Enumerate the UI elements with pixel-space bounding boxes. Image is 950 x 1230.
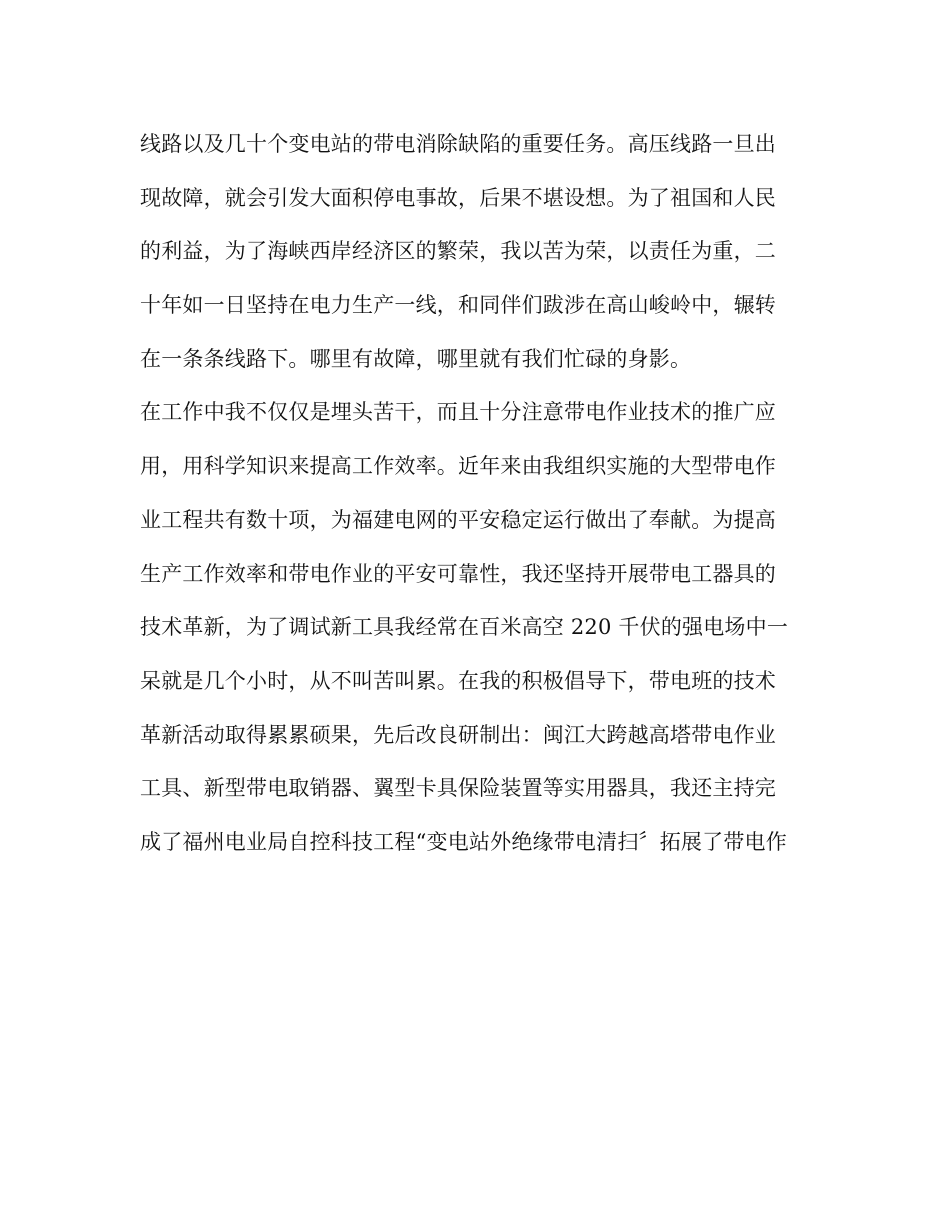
text-line-5: 在一条条线路下。哪里有故障，哪里就有我们忙碌的身影。 bbox=[140, 346, 692, 371]
text-line-12: 革新活动取得累累硕果，先后改良研制出：闽江大跨越高塔带电作业 bbox=[140, 722, 776, 747]
text-line-9: 生产工作效率和带电作业的平安可靠性，我还坚持开展带电工器具的 bbox=[140, 561, 776, 586]
text-line-3: 的利益，为了海峡西岸经济区的繁荣，我以苦为荣，以责任为重，二 bbox=[140, 239, 776, 264]
text-line-10: 技术革新，为了调试新工具我经常在百米高空 220 千伏的强电场中一 bbox=[140, 615, 789, 640]
text-line-8: 业工程共有数十项，为福建电网的平安稳定运行做出了奉献。为提高 bbox=[140, 507, 776, 532]
text-line-4: 十年如一日坚持在电力生产一线，和同伴们跋涉在高山峻岭中，辗转 bbox=[140, 293, 776, 318]
text-line-14: 成了福州电业局自控科技工程“变电站外绝缘带电清扫〞拓展了带电作 bbox=[140, 829, 787, 854]
body-text bbox=[140, 118, 805, 870]
text-line-6: 在工作中我不仅仅是埋头苦干，而且十分注意带电作业技术的推广应 bbox=[140, 400, 776, 425]
text-line-11: 呆就是几个小时，从不叫苦叫累。在我的积极倡导下，带电班的技术 bbox=[140, 668, 776, 693]
text-line-7: 用，用科学知识来提高工作效率。近年来由我组织实施的大型带电作 bbox=[140, 454, 776, 479]
text-line-1: 线路以及几十个变电站的带电消除缺陷的重要任务。高压线路一旦出 bbox=[140, 132, 776, 156]
text-line-13: 工具、新型带电取销器、翼型卡具保险装置等实用器具，我还主持完 bbox=[140, 776, 776, 801]
text-line-2: 现故障，就会引发大面积停电事故，后果不堪设想。为了祖国和人民 bbox=[140, 185, 776, 210]
